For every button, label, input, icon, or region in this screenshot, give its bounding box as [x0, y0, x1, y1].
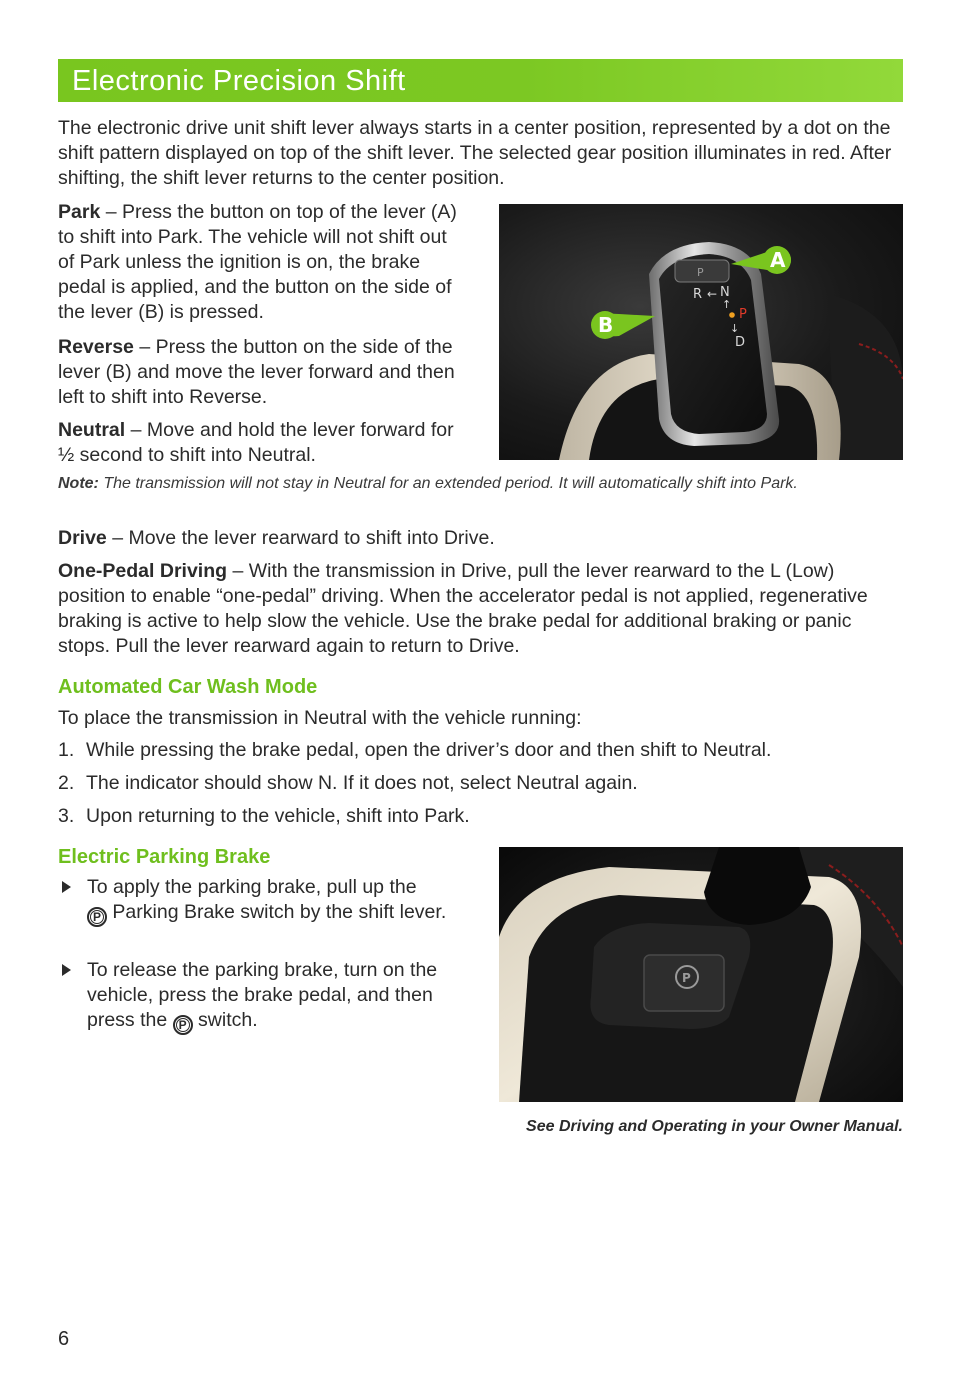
- park-term: Park: [58, 201, 101, 223]
- svg-text:↑: ↑: [722, 298, 732, 311]
- callout-a: A: [770, 248, 786, 272]
- apply-text-b: Parking Brake switch by the shift lever.: [107, 901, 447, 923]
- gear-label-p-top: P: [697, 266, 704, 279]
- gear-label-r: R: [693, 287, 703, 302]
- shift-lever-photo: [499, 204, 903, 460]
- svg-text:←: ←: [707, 287, 718, 301]
- note-body: The transmission will not stay in Neutral for an extended period. It will automatically shift into Park.: [98, 475, 798, 492]
- step-text: Upon returning to the vehicle, shift into Park.: [86, 805, 470, 827]
- parking-brake-icon: P: [87, 907, 107, 927]
- section-title: Electronic Precision Shift: [72, 65, 406, 97]
- switch-glyph: P: [682, 971, 691, 985]
- reverse-paragraph: [58, 335, 468, 410]
- reverse-text: – Press the button on the side of the lever (B) and move the lever forward and then left to shift into Reverse.: [58, 336, 455, 408]
- gear-label-d: D: [735, 335, 746, 350]
- manual-reference-caption: See Driving and Operating in your Owner Manual.: [526, 1118, 903, 1135]
- car-wash-step: [58, 772, 638, 795]
- note-label: Note:: [58, 475, 99, 492]
- car-wash-step: [58, 805, 470, 828]
- neutral-text: – Move and hold the lever forward for ½ second to shift into Neutral.: [58, 419, 454, 466]
- note-text: [58, 474, 858, 494]
- reverse-term: Reverse: [58, 336, 134, 358]
- step-text: The indicator should show N. If it does not, select Neutral again.: [86, 772, 638, 794]
- release-text-a: To release the parking brake, turn on the vehicle, press the brake pedal, and then press the: [87, 959, 438, 1031]
- parking-brake-bullet-apply: [62, 875, 472, 927]
- parking-brake-photo: [499, 847, 903, 1102]
- release-text-b: switch.: [192, 1009, 258, 1031]
- step-text: While pressing the brake pedal, open the driver’s door and then shift to Neutral.: [86, 739, 772, 761]
- apply-text-a: To apply the parking brake, pull up the: [87, 876, 417, 898]
- parking-brake-icon: P: [173, 1015, 193, 1035]
- intro-paragraph: The electronic drive unit shift lever always starts in a center position, represented by a dot on the shift pattern displayed on top of the shift lever. The selected gear position illuminates in red. After shifting, the shift lever returns to the center position.: [58, 117, 892, 189]
- park-text: – Press the button on top of the lever (A) to shift into Park. The vehicle will not shift out of Park unless the ignition is on, the brake pedal is applied, and the button on the side of the lever (B) is pressed.: [58, 201, 457, 323]
- step-number: 2.: [58, 772, 75, 794]
- page-number: 6: [58, 1328, 70, 1350]
- svg-text:↓: ↓: [730, 322, 740, 335]
- gear-label-p: P: [739, 307, 747, 322]
- shift-lever-illustration: [499, 204, 903, 460]
- drive-term: Drive: [58, 527, 107, 549]
- callout-b: B: [598, 313, 614, 337]
- one-pedal-paragraph: [58, 559, 903, 659]
- one-pedal-text: – With the transmission in Drive, pull the lever rearward to the L (Low) position to enable “one-pedal” driving. When the accelerator pedal is not applied, regenerative braking is active to help slow the vehicle. Use the brake pedal for additional braking or panic stops. Pull the lever rearward again to return to Drive.: [58, 560, 868, 657]
- parking-brake-heading: Electric Parking Brake: [58, 846, 271, 868]
- one-pedal-term: One-Pedal Driving: [58, 560, 228, 582]
- step-number: 3.: [58, 805, 75, 827]
- neutral-paragraph: [58, 418, 468, 468]
- parking-brake-bullet-release: [62, 958, 472, 1035]
- drive-paragraph: [58, 526, 903, 551]
- gear-label-n: N: [720, 285, 730, 300]
- step-number: 1.: [58, 739, 75, 761]
- parking-brake-illustration: [499, 847, 903, 1102]
- section-banner: [58, 59, 903, 102]
- park-paragraph: [58, 200, 468, 325]
- neutral-term: Neutral: [58, 419, 126, 441]
- car-wash-heading: Automated Car Wash Mode: [58, 676, 318, 698]
- car-wash-step: [58, 739, 771, 762]
- bullet-arrow-icon: [62, 964, 71, 976]
- drive-text: – Move the lever rearward to shift into Drive.: [106, 527, 495, 549]
- car-wash-intro: To place the transmission in Neutral with the vehicle running:: [58, 707, 582, 729]
- bullet-arrow-icon: [62, 881, 71, 893]
